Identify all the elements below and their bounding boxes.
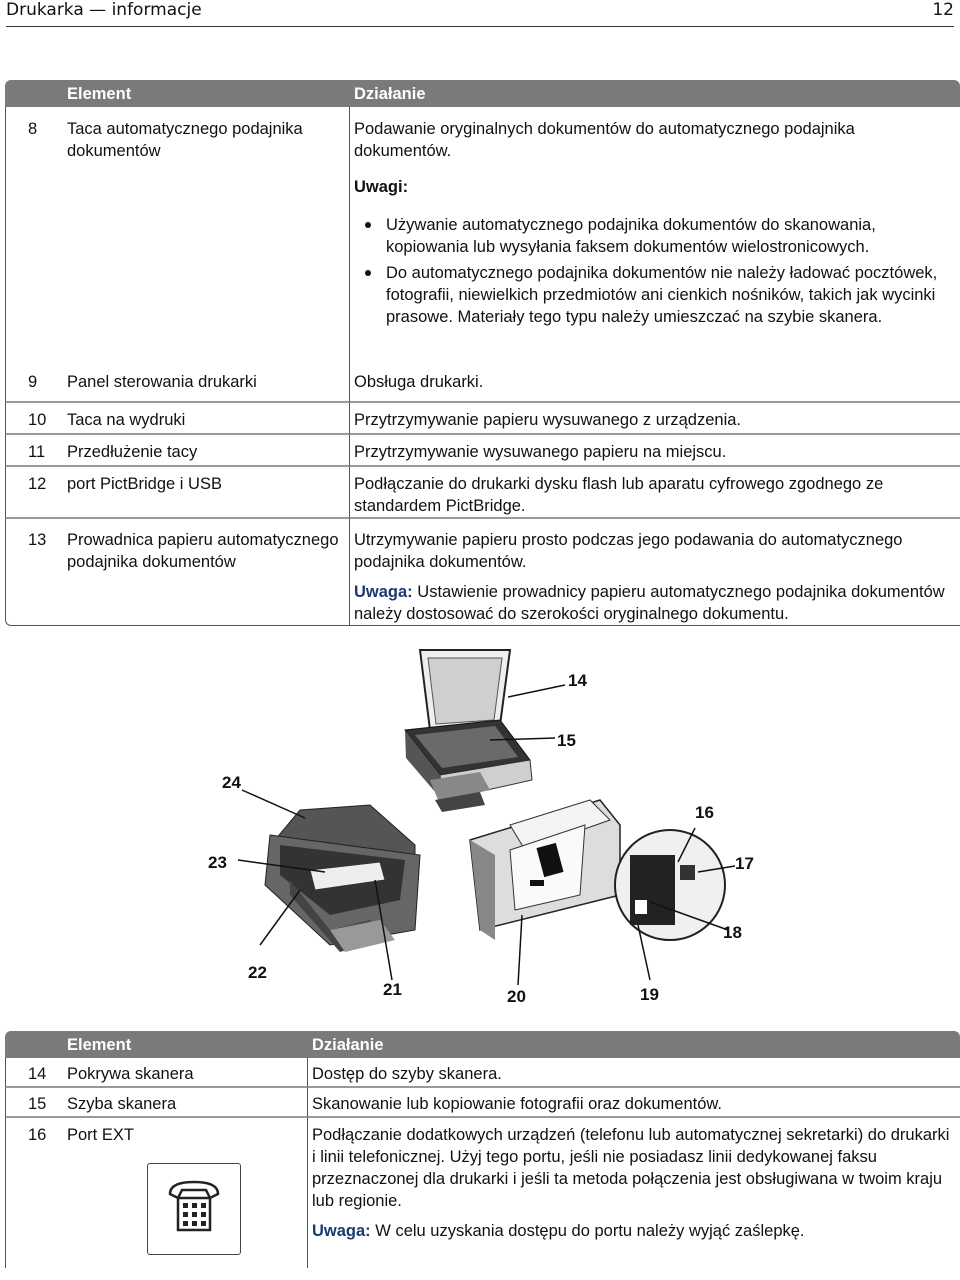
note-bullet: Używanie automatycznego podajnika dokumentów do skanowania, kopiowania lub wysyłania faksem dokumentów wielostronicowych. [354,214,954,258]
page-header-title: Drukarka — informacje [6,0,202,20]
row-number: 8 [5,107,63,371]
row-action: Skanowanie lub kopiowanie fotografii oraz dokumentów. [308,1088,960,1118]
parts-table-2 [5,1031,960,1268]
row-action [350,519,960,626]
row-element: port PictBridge i USB [63,467,350,519]
row-number: 13 [5,519,63,626]
page-number: 12 [932,0,954,20]
col-action-header: Działanie [308,1031,960,1058]
row-element: Prowadnica papieru automatycznego podajnika dokumentów [63,519,350,626]
row-element: Panel sterowania drukarki [63,371,350,403]
note [354,581,954,625]
table-header-row [5,1031,960,1058]
table-row [5,1118,960,1268]
row-number: 9 [5,371,63,403]
action-text: Utrzymywanie papieru prosto podczas jego podawania do automatycznego podajnika dokumentów. [354,531,903,571]
row-action [308,1118,960,1268]
callout-label: 14 [568,671,587,690]
row-action: Przytrzymywanie wysuwanego papieru na miejscu. [350,435,960,467]
callout-label: 22 [248,963,267,982]
printer-top-illustration [405,650,532,812]
table-row [5,371,960,403]
table-row [5,467,960,519]
row-element: Pokrywa skanera [63,1058,308,1088]
col-element-header: Element [63,80,350,107]
callout-label: 20 [507,987,526,1006]
note-label: Uwaga: [354,583,413,601]
note-text: W celu uzyskania dostępu do portu należy wyjąć zaślepkę. [375,1222,805,1240]
printer-left-illustration [265,805,420,952]
row-number: 15 [5,1088,63,1118]
table-row [5,435,960,467]
row-action: Przytrzymywanie papieru wysuwanego z urządzenia. [350,403,960,435]
callout-label: 19 [640,985,659,1004]
note [312,1220,954,1242]
note-bullet: Do automatycznego podajnika dokumentów nie należy ładować pocztówek, fotografii, niewielkich przedmiotów ani cienkich nośników, takich jak wycinki prasowe. Materiały tego typu należy umieszczać na szybie skanera. [354,262,954,328]
action-text: Podłączanie dodatkowych urządzeń (telefonu lub automatycznej sekretarki) do drukarki i linii telefonicznej. Użyj tego portu, jeśli nie posiadasz linii dedykowanej faksu przeznaczonej dla drukarki i jeśli ta metoda połączenia jest obsługiwana w twoim kraju lub regionie. [312,1126,950,1210]
phone-port-icon [147,1163,241,1255]
callout-label: 17 [735,854,754,873]
callout-label: 21 [383,980,402,999]
printer-middle-illustration [470,800,620,940]
row-number: 12 [5,467,63,519]
table-row [5,1088,960,1118]
note-text: Ustawienie prowadnicy papieru automatycznego podajnika dokumentów należy dostosować do szerokości oryginalnego dokumentu. [354,583,945,623]
printer-parts-figure [180,640,780,1010]
col-element-header: Element [63,1031,308,1058]
table-row [5,519,960,626]
action-text: Podawanie oryginalnych dokumentów do automatycznego podajnika dokumentów. [354,120,855,160]
callout-label: 18 [723,923,742,942]
table-row [5,1058,960,1088]
row-element: Taca na wydruki [63,403,350,435]
row-action [350,107,960,371]
row-element: Taca automatycznego podajnika dokumentów [63,107,350,371]
row-number: 14 [5,1058,63,1088]
header-rule [6,26,954,27]
col-action-header: Działanie [350,80,960,107]
notes-label: Uwagi: [354,178,409,196]
row-element: Przedłużenie tacy [63,435,350,467]
note-label: Uwaga: [312,1222,371,1240]
callout-label: 15 [557,731,576,750]
row-element: Szyba skanera [63,1088,308,1118]
callout-label: 24 [222,773,241,792]
parts-table-1 [5,80,960,626]
row-number: 16 [5,1118,63,1268]
row-number: 10 [5,403,63,435]
table-header-row [5,80,960,107]
table-row [5,403,960,435]
element-text: Port EXT [67,1126,134,1144]
row-action: Obsługa drukarki. [350,371,960,403]
row-number: 11 [5,435,63,467]
row-action: Podłączanie do drukarki dysku flash lub aparatu cyfrowego zgodnego ze standardem PictBridge. [350,467,960,519]
row-action: Dostęp do szyby skanera. [308,1058,960,1088]
callout-label: 23 [208,853,227,872]
row-element [63,1118,308,1268]
callout-label: 16 [695,803,714,822]
table-row [5,107,960,371]
